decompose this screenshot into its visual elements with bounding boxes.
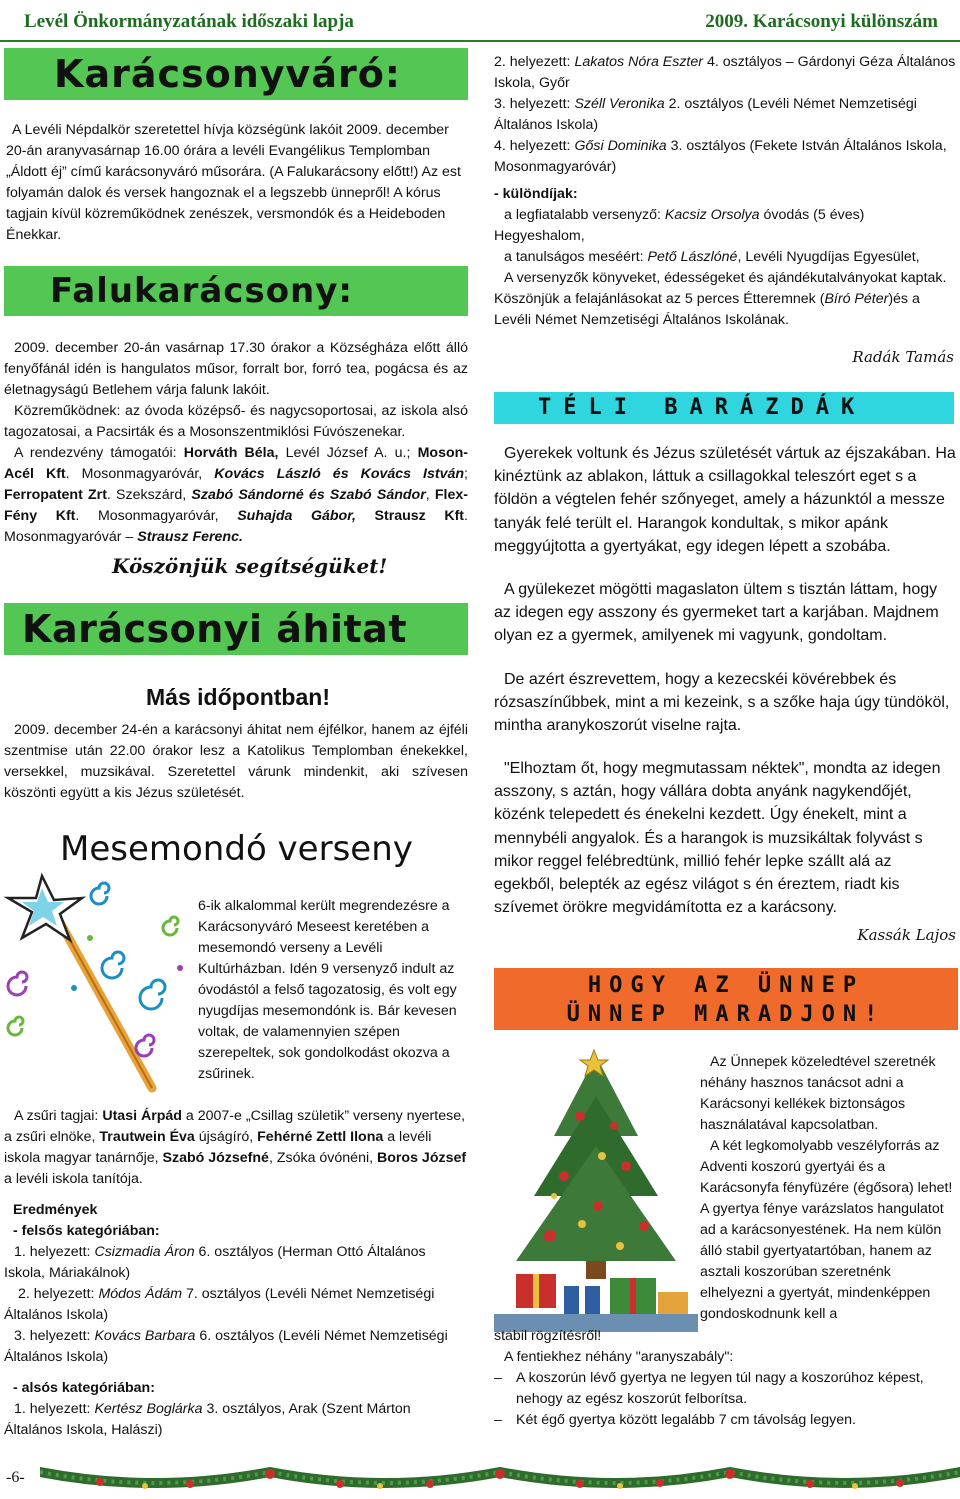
- sponsors-label: A rendezvény támogatói:: [14, 445, 184, 462]
- result-name: Csizmadia Áron: [94, 1244, 195, 1261]
- result-name: Széll Veronika: [574, 96, 665, 113]
- teli-p2: A gyülekezet mögötti magaslaton ültem s tisztán láttam, hogy az idegen egy asszony és gyermeket tart a karjában. Majdnem olyan ez a gyermek, amilyenek mi vagyunk, gondoltam.: [494, 580, 939, 645]
- mesemondo-jury: [4, 1106, 468, 1190]
- result-name: Módos Ádám: [98, 1286, 183, 1303]
- rule-item: – A koszorún lévő gyertya ne legyen túl nagy a koszorúhoz képest, nehogy az egész koszorút felborítsa.: [494, 1368, 956, 1410]
- karacsonyvaro-text: A Levéli Népdalkör szeretettel hívja községünk lakóit 2009. december 20-án aranyvasárnap 16.00 órára a levéli Evangélikus Templomban „Áldott éj” című karácsonyváró műsorára. (A Falukarácsony előtt!) Az est folyamán dalok és versek hangoznak el a legszebb ünnepről! A kórus tagjain kívül közreműködnek zenészek, versmondók és a Heideboden Énekkar.: [6, 122, 461, 244]
- sponsor-name: Strausz Ferenc.: [137, 529, 243, 546]
- result-name: Kovács Barbara: [94, 1328, 196, 1345]
- special-name: Kacsiz Orsolya: [664, 207, 760, 224]
- teli-barazdak-banner: TÉLI BARÁZDÁK: [494, 392, 954, 424]
- result-rest: 4. osztályos – Gárdonyi Géza Általános Iskola, Győr: [494, 54, 956, 92]
- sponsor-text: Levél József A. u.;: [278, 445, 418, 462]
- result-item: [4, 1326, 468, 1368]
- falukaracsony-p1: 2009. december 20-án vasárnap 17.30 órakor a Községháza előtt álló fenyőfánál idén is hangulatos műsor, forralt bor, forró tea, pogácsa és az életnagyságú Betlehem várja falunk lakóit.: [4, 340, 468, 399]
- result-rest: 3. osztályos, Arak (Szent Márton Általános Iskola, Halászi): [4, 1401, 411, 1439]
- falukaracsony-banner: Falukarácsony:: [4, 266, 468, 316]
- result-rest: 6. osztályos (Herman Ottó Általános Iskola, Máriakálnok): [4, 1244, 426, 1282]
- jury-member: Szabó Józsefné: [162, 1150, 269, 1167]
- lower-category-label: - alsós kategóriában:: [13, 1380, 155, 1397]
- result-item: [494, 52, 956, 94]
- result-place: 2. helyezett:: [18, 1286, 99, 1303]
- special-name: Pető Lászlóné: [647, 249, 738, 266]
- result-place: 3. helyezett:: [494, 96, 575, 113]
- hogy-title-line1: HOGY AZ ÜNNEP: [587, 973, 865, 998]
- result-item: [4, 1399, 468, 1441]
- mesemondo-title: Mesemondó verseny: [60, 829, 413, 869]
- page-number: -6-: [6, 1469, 25, 1486]
- sponsor-text: . Mosonmagyaróvár,: [65, 466, 215, 483]
- sponsor-name: Szabó Sándorné és Szabó Sándor: [191, 487, 426, 504]
- hogy-p1: Az Ünnepek közeledtével szeretnék néhány hasznos tanácsot adni a Karácsonyi kellékek biztonságos használatával kapcsolatban.: [700, 1054, 936, 1134]
- special-text: a tanulságos meséért:: [504, 249, 648, 266]
- magic-wand-icon: [2, 868, 198, 1098]
- result-item: [494, 94, 956, 136]
- special-awards-label: - különdíjak:: [494, 186, 578, 203]
- hogy-continued: [494, 1326, 956, 1431]
- signature-radak: Radák Tamás: [852, 348, 954, 366]
- result-place: 3. helyezett:: [14, 1328, 95, 1345]
- sponsor-name: Flex-Fény Kft: [4, 487, 468, 525]
- result-name: Lakatos Nóra Eszter: [574, 54, 703, 70]
- sponsor-name: Moson-Acél Kft: [4, 445, 469, 483]
- jury-member: Boros József: [377, 1150, 467, 1167]
- header-divider: [0, 40, 960, 42]
- closing-part: A versenyzők könyveket, édességeket és ajándékutalványokat kaptak. Köszönjük a felajánlásokat az 5 perces Étteremnek (: [494, 270, 947, 308]
- sponsor-name: Kovács László és Kovács István: [214, 466, 465, 483]
- special-award: [494, 205, 956, 247]
- falukaracsony-p2: Közreműködnek: az óvoda középső- és nagycsoportosai, az iskola alsó tagozatosai, a Pacsirták és a Mosonszentmiklósi Fúvószenekar.: [4, 403, 468, 441]
- jury-member: Utasi Árpád: [102, 1108, 182, 1124]
- special-text: , Levéli Nyugdíjas Egyesület,: [737, 249, 920, 266]
- result-place: 1. helyezett:: [14, 1244, 95, 1261]
- results-label: Eredmények: [13, 1202, 98, 1218]
- ahitat-subtitle: Más időpontban!: [146, 684, 330, 710]
- garland-decoration-icon: [40, 1454, 960, 1498]
- issue-label: 2009. Karácsonyi különszám: [705, 11, 938, 32]
- sponsor-name: Ferropatent Zrt: [4, 487, 107, 504]
- jury-text: a 2007-e „Csillag születik” verseny nyertese, a zsűri elnöke,: [4, 1108, 466, 1146]
- sponsor-text: . Mosonmagyaróvár –: [4, 508, 468, 546]
- result-name: Kertész Boglárka: [94, 1401, 203, 1418]
- signature-kassak: Kassák Lajos: [857, 926, 956, 944]
- sponsor-name: Horváth Béla,: [183, 445, 279, 462]
- teli-p4: "Elhoztam őt, hogy megmutassam néktek", mondta az idegen asszony, s aztán, hogy vállára dobta anyánk nagykendőjét, közénk telepedett és énekelni kezdett. Úgy énekelt, mint a mennybéli angyalok. És a harangok is muzsikáltak folyvást s mikor reggel felébredtünk, millió fehér lepke szállt alá az egekből, belepték az egész világot s én éreztem, riadt kis szívemet örökre megvidámította ez a karácsony.: [494, 760, 941, 917]
- jury-text: , Zsóka óvónéni,: [268, 1150, 377, 1167]
- rules-list: [494, 1368, 956, 1431]
- closing-name: Bíró Péter: [824, 291, 889, 308]
- result-place: 1. helyezett:: [14, 1401, 95, 1418]
- closing-part: )és a Levéli Német Nemzetiségi Általános Iskolának.: [494, 291, 920, 329]
- sponsor-text: [356, 508, 375, 524]
- result-rest: 2. osztályos (Levéli Német Nemzetiségi Általános Iskola): [494, 96, 917, 134]
- thanks-heading: Köszönjük segítségüket!: [112, 554, 388, 578]
- result-name: Gősi Dominika: [574, 138, 667, 155]
- rules-intro: A fentiekhez néhány "aranyszabály":: [504, 1349, 734, 1366]
- result-rest: 7. osztályos (Levéli Német Nemzetiségi Általános Iskola): [4, 1286, 435, 1324]
- karacsonyvaro-banner: Karácsonyváró:: [4, 48, 468, 100]
- sponsor-text: . Mosonmagyaróvár,: [75, 508, 238, 525]
- sponsor-name: Suhajda Gábor,: [237, 508, 356, 525]
- hogy-text: [700, 1052, 956, 1325]
- rule-item: – Két égő gyertya között legalább 7 cm távolság legyen.: [494, 1410, 956, 1431]
- hogy-az-unnep-banner: [494, 968, 958, 1030]
- jury-text: újságíró,: [194, 1129, 258, 1146]
- falukaracsony-body: [4, 338, 468, 548]
- hogy-p2: A két legkomolyabb veszélyforrás az Adventi koszorú gyertyái és a Karácsonyfa fényfüzére (égősora) lehet! A gyertya fénye varázslatos hangulatot ad a karácsonyestének. Ha nem külön álló stabil gyertyatartóban, hanem az asztali koszorúban szeretnénk elhelyezni a gyertyát, mindenképpen gondoskodnunk kell a: [700, 1138, 953, 1323]
- jury-text: a levéli iskola tanítója.: [4, 1171, 143, 1188]
- upper-category-label: - felsős kategóriában:: [13, 1223, 160, 1240]
- ahitat-banner: Karácsonyi áhitat: [4, 603, 468, 655]
- result-place: 4. helyezett:: [494, 138, 575, 155]
- result-place: 2. helyezett:: [494, 54, 575, 70]
- special-award: [494, 247, 956, 268]
- jury-label: A zsűri tagjai:: [14, 1108, 103, 1124]
- ahitat-text: 2009. december 24-én a karácsonyi áhitat nem éjfélkor, hanem az éjféli szentmise után 22.00 órakor lesz a Katolikus Templomban énekekkel, versekkel, muzsikával. Szeretettel várunk mindenkit, aki szívesen köszönti együtt a kis Jézus születését.: [4, 722, 468, 802]
- jury-text: a levéli iskola magyar tanárnője,: [4, 1129, 432, 1167]
- result-rest: 3. osztályos (Fekete István Általános Iskola, Mosonmagyaróvár): [494, 138, 947, 176]
- sponsor-text: ;: [464, 466, 468, 483]
- result-rest: 6. osztályos (Levéli Német Nemzetiségi Általános Iskola): [4, 1328, 448, 1366]
- publication-title: Levél Önkormányzatának időszaki lapja: [24, 11, 354, 32]
- result-item: [4, 1242, 468, 1284]
- teli-barazdak-text: [494, 442, 956, 919]
- jury-member: Fehérné Zettl Ilona: [257, 1129, 384, 1146]
- sponsor-name: Strausz Kft: [374, 508, 465, 525]
- teli-p1: Gyerekek voltunk és Jézus születését vártuk az éjszakában. Ha kinéztünk az ablakon, láttuk a csillagokkal teleszórt eget s a földön a végtelen fehér szőnyeget, amely a házunktól a messze tanyák felé terült el. Harangok kondultak, s mikor apánk meggyújtotta a gyertyákat, egy idegen lépett a szobába.: [494, 445, 956, 555]
- falukaracsony-sponsors: [4, 443, 468, 548]
- special-text: óvodás (5 éves) Hegyeshalom,: [494, 207, 865, 245]
- special-text: a legfiatalabb versenyző:: [504, 207, 665, 224]
- sponsor-text: . Szekszárd,: [106, 487, 192, 504]
- result-item: [4, 1284, 468, 1326]
- sponsor-text: ,: [425, 487, 435, 504]
- mesemondo-intro: 6-ik alkalommal került megrendezésre a Karácsonyváró Meseest keretében a mesemondó verseny a Levéli Kultúrházban. Idén 9 versenyző indult az óvodástól a felső tagozatosig, és volt egy nyugdíjas mesemondónk is. Bár kevesen voltak, de valamennyien szépen szerepeltek, sok gondolkodást okozva a zsűrinek.: [198, 898, 457, 1083]
- closing-text: [494, 268, 956, 331]
- results-continued: [494, 52, 956, 331]
- hogy-p2-end: stabil rögzítésről!: [494, 1328, 602, 1344]
- christmas-tree-icon: [494, 1046, 698, 1332]
- results-block: [4, 1200, 468, 1441]
- jury-member: Trautwein Éva: [99, 1129, 195, 1146]
- teli-p3: De azért észrevettem, hogy a kezecskéi kövérebbek és rózsaszínűbbek, mint a mi kezeink, s a szőke haja úgy tündököl, mintha aranykoszorút viselne rajta.: [494, 670, 950, 734]
- hogy-title-line2: ÜNNEP MARADJON!: [566, 1002, 886, 1028]
- result-item: [494, 136, 956, 178]
